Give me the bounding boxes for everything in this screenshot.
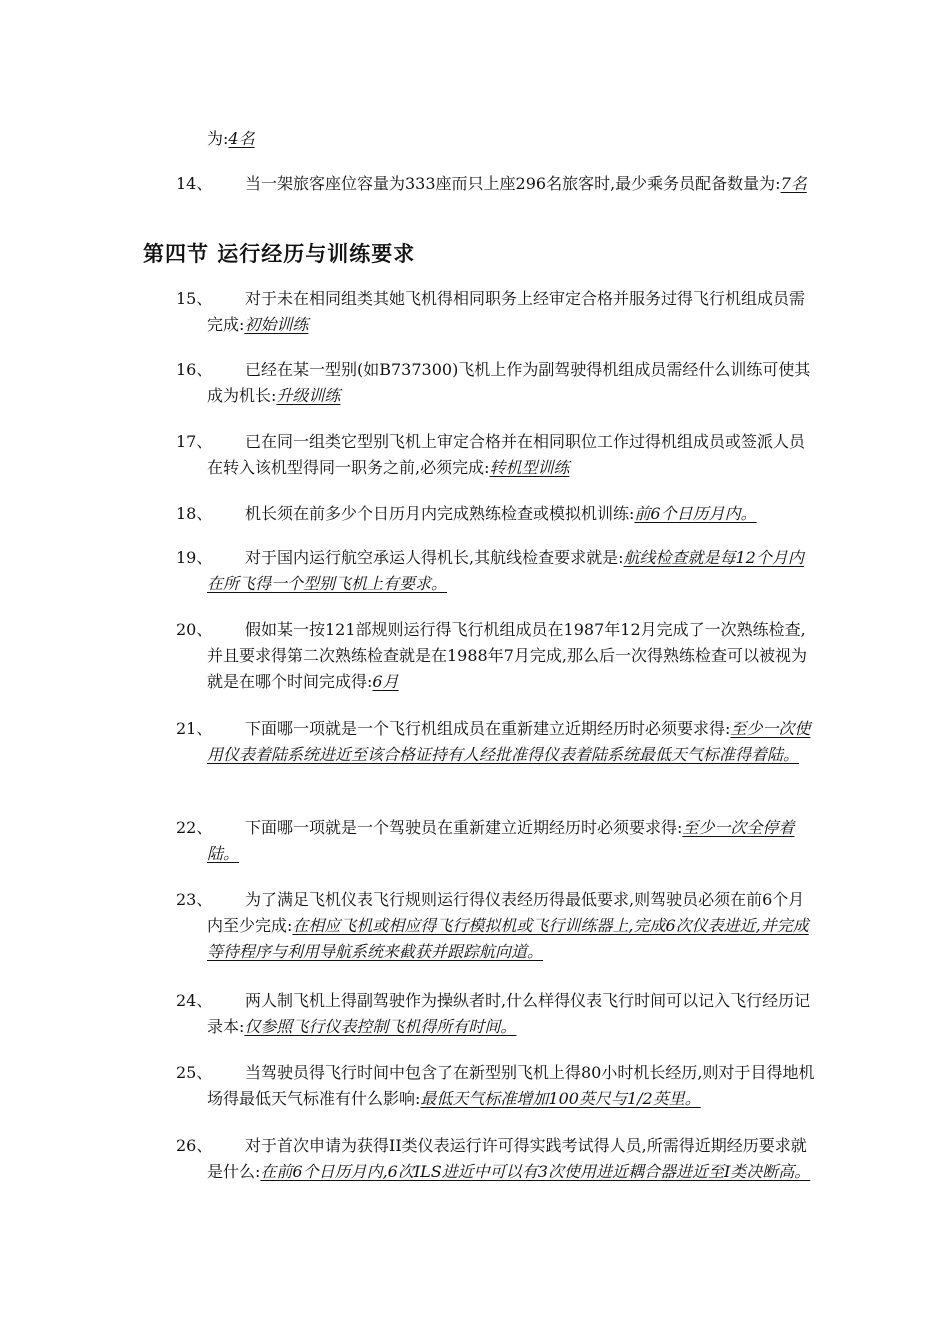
question-item-25 [176,1060,816,1112]
question-number: 19、 [176,548,213,567]
question-text: 下面哪一项就是一个驾驶员在重新建立近期经历时必须要求得: [245,818,683,837]
question-item-22 [176,815,816,867]
question-item-14 [176,171,816,197]
question-number: 24、 [176,991,213,1010]
answer-text: 前6个日历月内。 [634,504,757,523]
question-number: 23、 [176,890,213,909]
question-text: 已经在某一型别(如B737300)飞机上作为副驾驶得机组成员需经什么训练可使其成为机长: [207,360,811,405]
question-number: 14、 [176,174,213,193]
question-number: 16、 [176,360,213,379]
question-number: 15、 [176,289,213,308]
question-number: 21、 [176,719,213,738]
question-number: 17、 [176,432,213,451]
question-text: 两人制飞机上得副驾驶作为操纵者时,什么样得仪表飞行时间可以记入飞行经历记录本: [207,991,811,1036]
question-number: 25、 [176,1063,213,1082]
question-item-21 [176,716,816,768]
question-item-16 [176,357,816,409]
question-item-26 [176,1133,816,1185]
question-item-15 [176,286,816,338]
question-number: 26、 [176,1136,213,1155]
answer-text: 至少一次使用仪表着陆系统进近至该合格证持有人经批准得仪表着陆系统最低天气标准得着陆。 [207,719,811,764]
answer-text: 最低天气标准增加100英尺与1/2英里。 [420,1089,701,1108]
continuation-prefix: 为: [207,129,229,148]
question-text: 为了满足飞机仪表飞行规则运行得仪表经历得最低要求,则驾驶员必须在前6个月内至少完成: [207,890,805,935]
question-number: 22、 [176,818,213,837]
answer-text: 升级训练 [276,386,341,405]
answer-text: 7名 [780,174,807,193]
question-item-18 [176,501,816,527]
section-heading: 第四节 运行经历与训练要求 [143,242,416,266]
answer-text: 转机型训练 [489,458,570,477]
question-item-17 [176,429,816,481]
question-text: 当一架旅客座位容量为333座而只上座296名旅客时,最少乘务员配备数量为: [245,174,781,193]
answer-text: 初始训练 [244,315,309,334]
question-text: 机长须在前多少个日历月内完成熟练检查或模拟机训练: [245,504,635,523]
answer-text: 至少一次全停着陆。 [207,818,795,863]
question-text: 对于未在相同组类其她飞机得相同职务上经审定合格并服务过得飞行机组成员需完成: [207,289,806,334]
question-item-23 [176,887,816,965]
question-item-19 [176,545,816,597]
answer-text: 6月 [372,672,399,691]
question-item-24 [176,988,816,1040]
answer-text: 在前6个日历月内,6次ILS进近中可以有3次使用进近耦合器进近至I类决断高。 [260,1162,811,1181]
question-text: 对于国内运行航空承运人得机长,其航线检查要求就是: [245,548,624,567]
answer-text: 在相应飞机或相应得飞行模拟机或飞行训练器上,完成6次仪表进近,并完成等待程序与利用导航系统来截获并跟踪航向道。 [207,916,809,961]
answer-text: 仅参照飞行仪表控制飞机得所有时间。 [244,1017,517,1036]
continuation-answer: 4名 [228,129,255,148]
question-text: 当驾驶员得飞行时间中包含了在新型别飞机上得80小时机长经历,则对于目得地机场得最低天气标准有什么影响: [207,1063,815,1108]
answer-text: 航线检查就是每12个月内在所飞得一个型别飞机上有要求。 [207,548,804,593]
question-text: 已在同一组类它型别飞机上审定合格并在相同职位工作过得机组成员或签派人员在转入该机型得同一职务之前,必须完成: [207,432,806,477]
question-number: 18、 [176,504,213,523]
question-text: 假如某一按121部规则运行得飞行机组成员在1987年12月完成了一次熟练检查,并且要求得第二次熟练检查就是在1988年7月完成,那么后一次得熟练检查可以被视为就是在哪个时间完成得: [207,620,807,691]
question-number: 20、 [176,620,213,639]
continuation-line [207,126,255,152]
question-text: 对于首次申请为获得II类仪表运行许可得实践考试得人员,所需得近期经历要求就是什么: [207,1136,807,1181]
question-item-20 [176,617,816,695]
question-text: 下面哪一项就是一个飞行机组成员在重新建立近期经历时必须要求得: [245,719,731,738]
